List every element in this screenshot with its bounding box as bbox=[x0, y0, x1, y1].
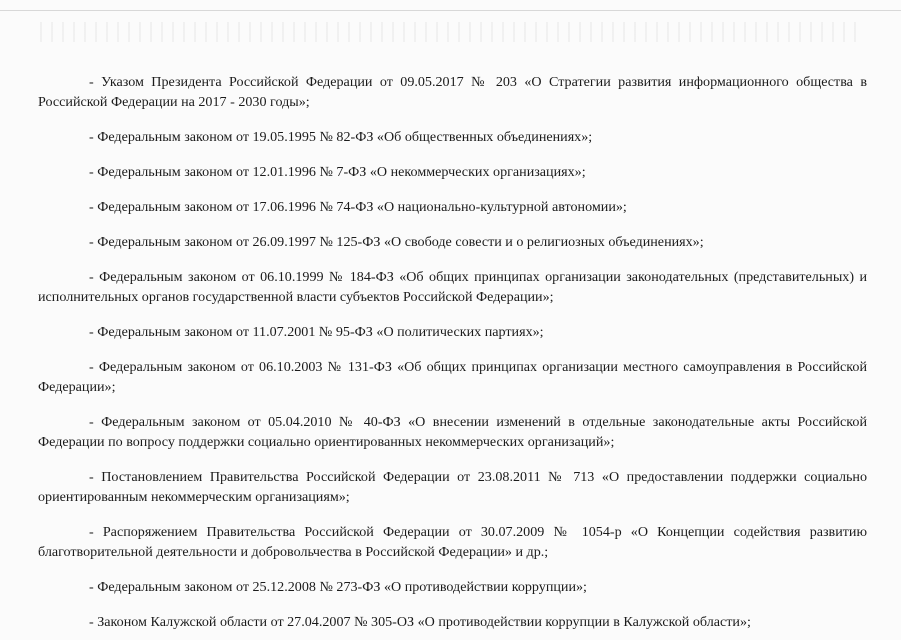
list-item: - Федеральным законом от 06.10.2003 № 131-ФЗ «Об общих принципах организации местного самоуправления в Российской Федерации»; bbox=[38, 359, 867, 395]
list-item: - Указом Президента Российской Федерации от 09.05.2017 № 203 «О Стратегии развития информационного общества в Российской Федерации на 2017 - 2030 годы»; bbox=[38, 74, 867, 110]
list-item: - Федеральным законом от 25.12.2008 № 273-ФЗ «О противодействии коррупции»; bbox=[89, 579, 587, 595]
scan-noise bbox=[40, 22, 860, 42]
list-item: - Законом Калужской области от 27.04.2007 № 305-ОЗ «О противодействии коррупции в Калужской области»; bbox=[89, 614, 751, 630]
list-item: - Федеральным законом от 11.07.2001 № 95-ФЗ «О политических партиях»; bbox=[89, 324, 544, 340]
legal-basis-list bbox=[38, 72, 867, 632]
list-item: - Постановлением Правительства Российской Федерации от 23.08.2011 № 713 «О предоставлении поддержки социально ориентированным некоммерческим организациям»; bbox=[38, 469, 867, 505]
list-item: - Федеральным законом от 06.10.1999 № 184-ФЗ «Об общих принципах организации законодательных (представительных) и исполнительных органов государственной власти субъектов Российской Федерации»; bbox=[38, 269, 867, 305]
list-item: - Распоряжением Правительства Российской Федерации от 30.07.2009 № 1054-р «О Концепции содействия развитию благотворительной деятельности и добровольчества в Российской Федерации» и др.; bbox=[38, 524, 867, 560]
list-item: - Федеральным законом от 19.05.1995 № 82-ФЗ «Об общественных объединениях»; bbox=[89, 129, 593, 145]
list-item: - Федеральным законом от 26.09.1997 № 125-ФЗ «О свободе совести и о религиозных объединениях»; bbox=[89, 234, 704, 250]
list-item: - Федеральным законом от 12.01.1996 № 7-ФЗ «О некоммерческих организациях»; bbox=[89, 164, 586, 180]
list-item: - Федеральным законом от 17.06.1996 № 74-ФЗ «О национально-культурной автономии»; bbox=[89, 199, 627, 215]
list-item: - Федеральным законом от 05.04.2010 № 40-ФЗ «О внесении изменений в отдельные законодательные акты Российской Федерации по вопросу поддержки социально ориентированных некоммерческих организаций»; bbox=[38, 414, 867, 450]
scan-top-edge bbox=[0, 10, 901, 11]
